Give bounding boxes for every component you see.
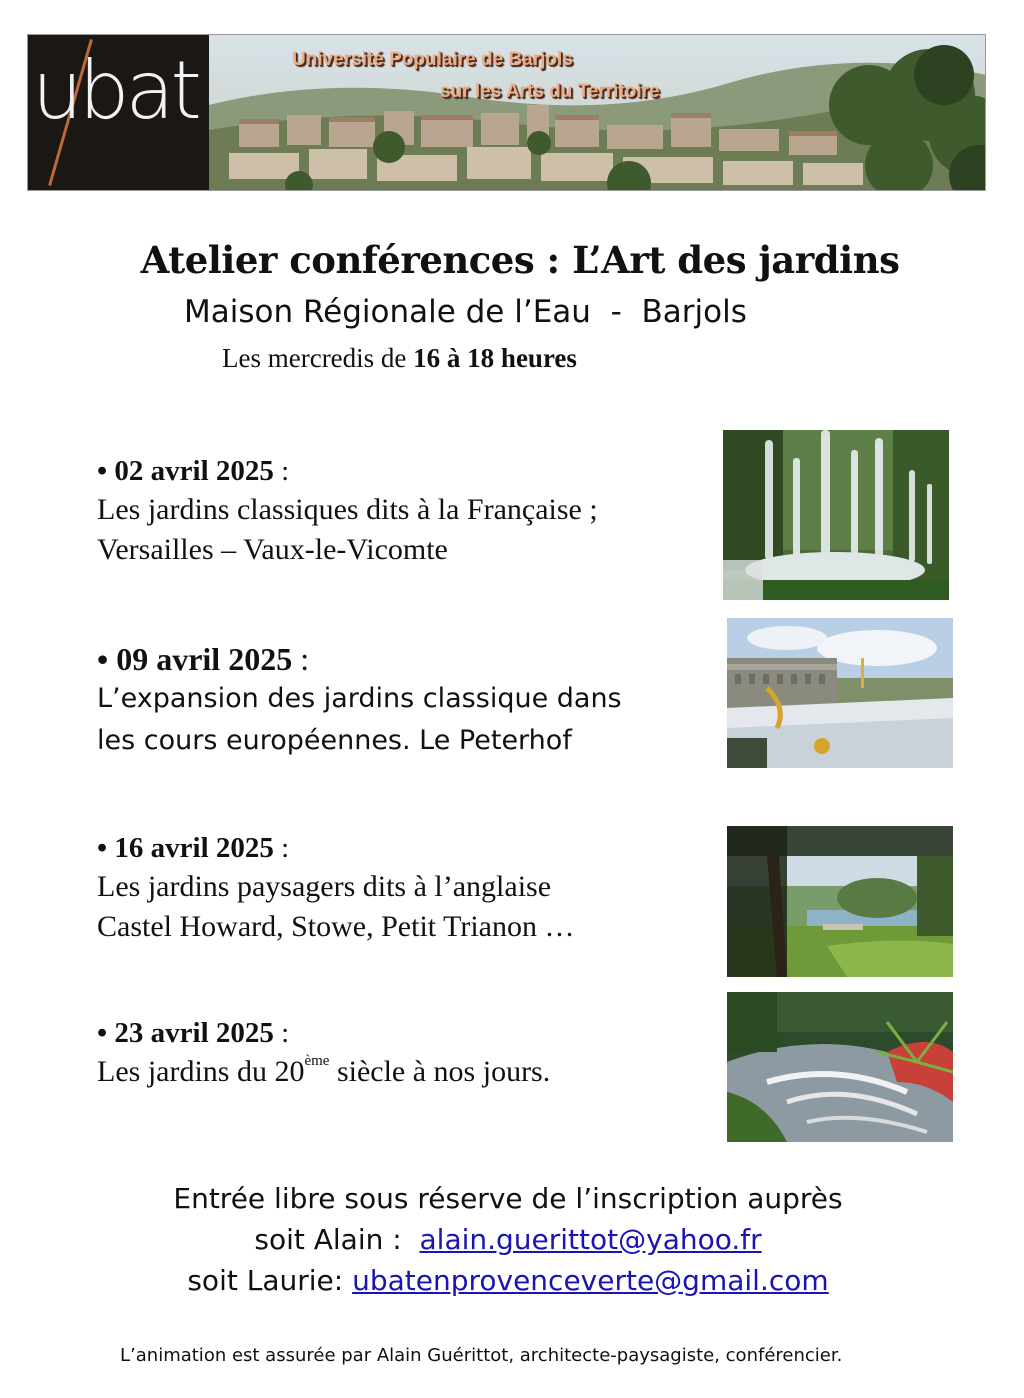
session-date-text: 09 avril 2025 (116, 641, 293, 677)
schedule-text (222, 343, 577, 374)
session-4 (97, 1014, 550, 1092)
banner-title-line2: sur les Arts du Territoire (440, 81, 660, 102)
session-description-line: Versailles – Vaux-le-Vicomte (97, 533, 448, 566)
session-date-text: 02 avril 2025 (114, 455, 274, 487)
contact-label: soit Alain : (254, 1223, 420, 1256)
session-date (97, 640, 622, 678)
alain-email-link[interactable]: alain.guerittot@yahoo.fr (419, 1223, 762, 1256)
header-banner (27, 34, 986, 191)
session-date-text: 16 avril 2025 (114, 832, 274, 864)
landscape-garden-photo (727, 826, 953, 977)
registration-block (0, 1178, 1016, 1301)
session-description-line (97, 1052, 550, 1092)
session-colon: : (273, 455, 290, 487)
bullet: • (97, 455, 108, 487)
line-prefix: Les jardins du 20 (97, 1055, 305, 1088)
contact-label: soit Laurie: (187, 1264, 353, 1297)
venue-text: Maison Régionale de l’Eau - Barjols (184, 294, 747, 330)
entry-text: Entrée libre sous réserve de l’inscription auprès (173, 1182, 843, 1215)
session-date (97, 1014, 550, 1052)
bullet: • (97, 832, 108, 864)
session-colon: : (292, 641, 310, 677)
bullet: • (97, 1017, 108, 1049)
line-suffix: siècle à nos jours. (329, 1055, 551, 1088)
ubat-logo (28, 35, 209, 191)
peterhof-photo (727, 618, 953, 768)
contact-alain (0, 1219, 1016, 1260)
fountains-photo (723, 430, 949, 600)
superscript: ème (304, 1053, 330, 1069)
modern-garden-photo (727, 992, 953, 1142)
session-1 (97, 452, 598, 570)
schedule-hours: 16 à 18 heures (413, 343, 577, 373)
animation-credit: L’animation est assurée par Alain Guérittot, architecte-paysagiste, conférencier. (120, 1345, 843, 1366)
session-description-line: les cours européennes. Le Peterhof (97, 725, 572, 756)
banner-title-line1: Université Populaire de Barjols (292, 49, 573, 70)
contact-laurie (0, 1260, 1016, 1301)
session-description-line: Castel Howard, Stowe, Petit Trianon … (97, 910, 575, 943)
session-date (97, 829, 575, 867)
session-description-line: L’expansion des jardins classique dans (97, 683, 622, 714)
session-description-line: Les jardins paysagers dits à l’anglaise (97, 870, 552, 903)
session-date-text: 23 avril 2025 (114, 1017, 274, 1049)
page-title: Atelier conférences : L’Art des jardins (140, 238, 900, 282)
session-3 (97, 829, 575, 947)
schedule-prefix: Les mercredis de (222, 343, 414, 373)
session-colon: : (273, 1017, 290, 1049)
bullet: • (97, 641, 109, 677)
laurie-email-link[interactable]: ubatenprovenceverte@gmail.com (352, 1264, 829, 1297)
session-date (97, 452, 598, 490)
session-2 (97, 640, 622, 762)
session-description-line: Les jardins classiques dits à la Française ; (97, 493, 598, 526)
logo-text: ubat (32, 44, 198, 137)
session-colon: : (273, 832, 290, 864)
